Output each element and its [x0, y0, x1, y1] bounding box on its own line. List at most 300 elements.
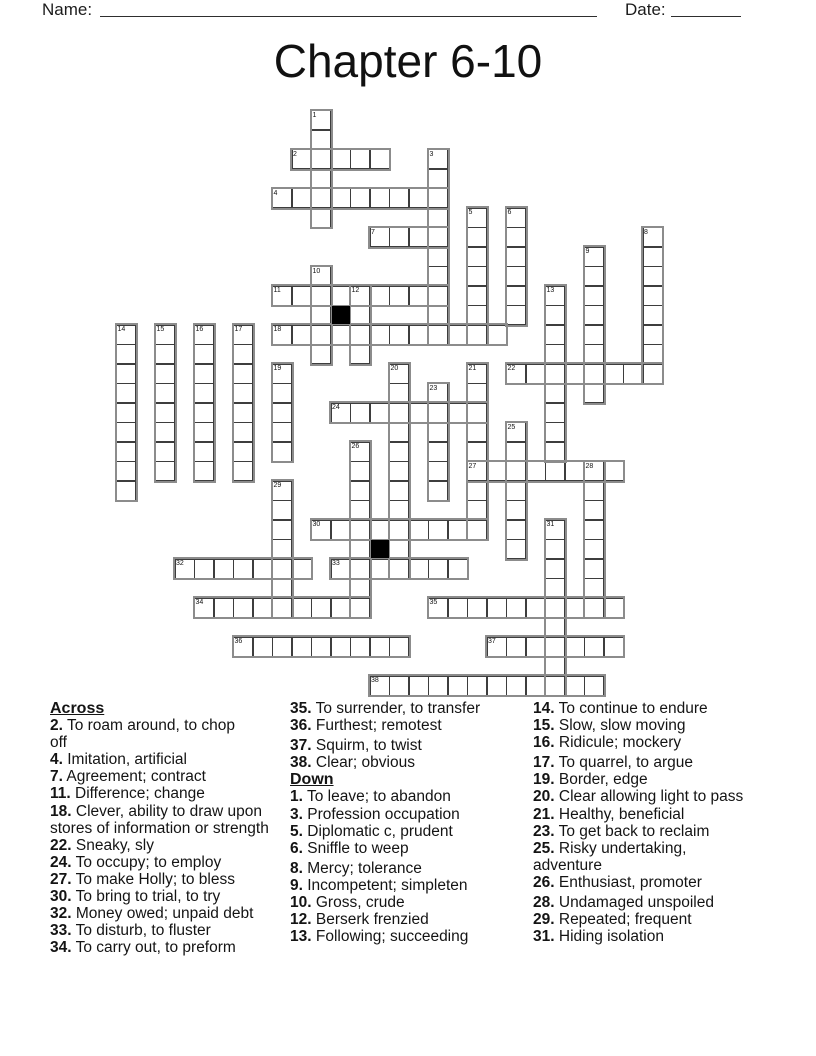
crossword-cell[interactable]: [272, 500, 292, 520]
crossword-cell[interactable]: [565, 364, 585, 384]
crossword-cell[interactable]: [233, 344, 253, 364]
clue-text: To surrender, to transfer: [311, 700, 481, 717]
crossword-cell[interactable]: [584, 578, 604, 598]
clue-text: To bring to trial, to try: [71, 888, 221, 906]
crossword-cell[interactable]: [389, 422, 409, 442]
crossword-cell[interactable]: [506, 227, 526, 247]
clue-number: 34.: [50, 939, 72, 957]
crossword-cell[interactable]: [584, 481, 604, 501]
crossword-cell[interactable]: [428, 208, 448, 228]
crossword-cell[interactable]: [311, 344, 331, 364]
crossword-cell[interactable]: [428, 676, 448, 696]
crossword-cell[interactable]: [389, 325, 409, 345]
crossword-cell[interactable]: [584, 266, 604, 286]
crossword-cell[interactable]: [350, 403, 370, 423]
clue-item: [290, 737, 534, 754]
crossword-cell[interactable]: [604, 598, 624, 618]
crossword-cell[interactable]: [565, 461, 585, 481]
clue-text: Money owed; unpaid debt: [71, 905, 254, 923]
crossword-cell[interactable]: [116, 344, 136, 364]
crossword-cell[interactable]: [584, 676, 604, 696]
crossword-cell[interactable]: [506, 286, 526, 306]
crossword-cell[interactable]: [389, 188, 409, 208]
crossword-cell[interactable]: [233, 442, 253, 462]
clue-number: 19.: [533, 771, 555, 789]
crossword-cell[interactable]: [331, 325, 351, 345]
cell-number: 15: [156, 326, 165, 333]
crossword-cell[interactable]: [428, 247, 448, 267]
crossword-cell[interactable]: [545, 344, 565, 364]
cell-number: 18: [273, 326, 282, 333]
crossword-cell[interactable]: [428, 305, 448, 325]
crossword-cell[interactable]: [389, 442, 409, 462]
crossword-cell[interactable]: [487, 676, 507, 696]
crossword-cell[interactable]: [311, 286, 331, 306]
page-title: Chapter 6-10: [273, 35, 543, 87]
crossword-black-cell: [371, 540, 389, 558]
crossword-cell[interactable]: [253, 637, 273, 657]
clue-number: 20.: [533, 788, 555, 806]
crossword-cell[interactable]: [643, 344, 663, 364]
cell-number: 21: [468, 365, 477, 372]
crossword-cell[interactable]: [292, 325, 312, 345]
crossword-cell[interactable]: [389, 481, 409, 501]
clue-number: 36.: [290, 717, 312, 735]
crossword-cell[interactable]: [467, 422, 487, 442]
crossword-cell[interactable]: [311, 325, 331, 345]
crossword-cell[interactable]: [370, 188, 390, 208]
date-fill-line[interactable]: [671, 16, 741, 17]
crossword-cell[interactable]: [311, 637, 331, 657]
clue-item: [533, 717, 807, 734]
crossword-cell[interactable]: [194, 422, 214, 442]
crossword-cell[interactable]: [467, 403, 487, 423]
crossword-cell[interactable]: [370, 325, 390, 345]
crossword-cell[interactable]: [487, 461, 507, 481]
crossword-cell[interactable]: [311, 598, 331, 618]
crossword-cell[interactable]: [467, 520, 487, 540]
crossword-cell[interactable]: [389, 539, 409, 559]
crossword-cell[interactable]: [350, 598, 370, 618]
clue-number: 24.: [50, 853, 72, 871]
crossword-cell[interactable]: [545, 559, 565, 579]
clue-text: To get back to reclaim: [554, 822, 710, 840]
crossword-cell[interactable]: [584, 364, 604, 384]
cell-number: 19: [273, 365, 282, 372]
crossword-cell[interactable]: [623, 364, 643, 384]
crossword-cell[interactable]: [428, 325, 448, 345]
clue-number: 26.: [533, 873, 555, 891]
crossword-cell[interactable]: [350, 344, 370, 364]
crossword-cell[interactable]: [350, 539, 370, 559]
crossword-cell[interactable]: [116, 364, 136, 384]
crossword-cell[interactable]: [506, 539, 526, 559]
clue-text: Squirm, to twist: [311, 737, 422, 755]
crossword-cell[interactable]: [545, 676, 565, 696]
clue-heading-down: Down: [290, 771, 334, 789]
crossword-cell[interactable]: [409, 559, 429, 579]
crossword-cell[interactable]: [389, 676, 409, 696]
crossword-cell[interactable]: [428, 520, 448, 540]
crossword-cell[interactable]: [506, 637, 526, 657]
crossword-cell[interactable]: [565, 598, 585, 618]
crossword-cell[interactable]: [155, 383, 175, 403]
crossword-cell[interactable]: [155, 442, 175, 462]
clue-text: Sneaky, sly: [71, 836, 154, 854]
crossword-cell[interactable]: [233, 559, 253, 579]
crossword-cell[interactable]: [116, 481, 136, 501]
crossword-cell[interactable]: [584, 383, 604, 403]
crossword-cell[interactable]: [292, 188, 312, 208]
crossword-cell[interactable]: [389, 383, 409, 403]
crossword-cell[interactable]: [545, 598, 565, 618]
crossword-cell[interactable]: [292, 598, 312, 618]
crossword-cell[interactable]: [584, 637, 604, 657]
crossword-cell[interactable]: [545, 461, 565, 481]
crossword-cell[interactable]: [584, 305, 604, 325]
crossword-cell[interactable]: [389, 286, 409, 306]
clue-item: [290, 840, 534, 857]
crossword-cell[interactable]: [584, 520, 604, 540]
crossword-cell[interactable]: [428, 169, 448, 189]
crossword-cell[interactable]: [526, 461, 546, 481]
crossword-cell[interactable]: [467, 325, 487, 345]
crossword-cell[interactable]: [194, 403, 214, 423]
crossword-cell[interactable]: [409, 520, 429, 540]
crossword-cell[interactable]: [506, 676, 526, 696]
crossword-cell[interactable]: [643, 266, 663, 286]
crossword-cell[interactable]: [194, 442, 214, 462]
crossword-cell[interactable]: [389, 403, 409, 423]
clue-text: Ridicule; mockery: [554, 734, 682, 752]
crossword-cell[interactable]: [428, 481, 448, 501]
clue-text: Difference; change: [70, 785, 205, 803]
crossword-cell[interactable]: [428, 286, 448, 306]
crossword-cell[interactable]: [370, 403, 390, 423]
crossword-cell[interactable]: [428, 461, 448, 481]
crossword-cell[interactable]: [350, 325, 370, 345]
crossword-cell[interactable]: [526, 364, 546, 384]
crossword-cell[interactable]: [506, 598, 526, 618]
crossword-cell[interactable]: [331, 188, 351, 208]
crossword-cell[interactable]: [253, 559, 273, 579]
clue-text: Gross, crude: [311, 894, 405, 912]
cell-number: 32: [176, 560, 184, 567]
crossword-cell[interactable]: [584, 598, 604, 618]
crossword-cell[interactable]: [233, 598, 253, 618]
crossword-cell[interactable]: [155, 461, 175, 481]
crossword-cell[interactable]: [311, 130, 331, 150]
crossword-cell[interactable]: [545, 383, 565, 403]
crossword-cell[interactable]: [487, 325, 507, 345]
crossword-cell[interactable]: [448, 559, 468, 579]
crossword-cell[interactable]: [448, 520, 468, 540]
crossword-cell[interactable]: [194, 461, 214, 481]
crossword-cell[interactable]: [311, 305, 331, 325]
crossword-cell[interactable]: [487, 598, 507, 618]
clue-number: 32.: [50, 905, 72, 923]
crossword-cell[interactable]: [604, 461, 624, 481]
clue-item: [290, 911, 534, 928]
crossword-cell[interactable]: [467, 383, 487, 403]
crossword-cell[interactable]: [545, 578, 565, 598]
crossword-cell[interactable]: [565, 637, 585, 657]
clue-item: [290, 788, 534, 805]
crossword-cell[interactable]: [545, 364, 565, 384]
crossword-cell[interactable]: [526, 637, 546, 657]
crossword-cell[interactable]: [311, 188, 331, 208]
crossword-cell[interactable]: [584, 559, 604, 579]
crossword-cell[interactable]: [643, 247, 663, 267]
clue-text: Slow, slow moving: [554, 717, 686, 735]
crossword-cell[interactable]: [272, 637, 292, 657]
cell-number: 5: [468, 209, 473, 216]
crossword-cell[interactable]: [272, 598, 292, 618]
crossword-cell[interactable]: [370, 559, 390, 579]
crossword-cell[interactable]: [604, 637, 624, 657]
crossword-cell[interactable]: [506, 500, 526, 520]
crossword-cell[interactable]: [233, 461, 253, 481]
crossword-cell[interactable]: [584, 344, 604, 364]
crossword-cell[interactable]: [506, 481, 526, 501]
crossword-cell[interactable]: [116, 383, 136, 403]
crossword-cell[interactable]: [506, 442, 526, 462]
crossword-cell[interactable]: [350, 520, 370, 540]
clue-item: [50, 939, 288, 956]
crossword-cell[interactable]: [467, 286, 487, 306]
crossword-cell[interactable]: [214, 559, 234, 579]
crossword-cell[interactable]: [409, 286, 429, 306]
clue-item: [290, 700, 534, 717]
crossword-cell[interactable]: [370, 286, 390, 306]
crossword-cell[interactable]: [370, 149, 390, 169]
clue-item: [290, 877, 534, 894]
crossword-cell[interactable]: [506, 520, 526, 540]
cell-number: 20: [390, 365, 399, 372]
crossword-cell[interactable]: [233, 422, 253, 442]
clue-item: [290, 894, 534, 911]
crossword-cell[interactable]: [350, 637, 370, 657]
crossword-cell[interactable]: [292, 559, 312, 579]
crossword-cell[interactable]: [194, 383, 214, 403]
clue-item: [290, 928, 534, 945]
crossword-cell[interactable]: [526, 598, 546, 618]
crossword-cell[interactable]: [116, 442, 136, 462]
crossword-cell[interactable]: [545, 325, 565, 345]
crossword-cell[interactable]: [350, 188, 370, 208]
cell-number: 29: [273, 482, 282, 489]
crossword-cell[interactable]: [331, 286, 351, 306]
crossword-cell[interactable]: [331, 520, 351, 540]
cell-number: 34: [195, 599, 204, 606]
crossword-cell[interactable]: [643, 305, 663, 325]
clue-text: Enthusiast, promoter: [554, 873, 702, 891]
crossword-cell[interactable]: [428, 227, 448, 247]
clue-text: stores of information or strength: [50, 819, 269, 837]
crossword-cell[interactable]: [545, 305, 565, 325]
clue-number: 18.: [50, 802, 72, 820]
crossword-cell[interactable]: [467, 266, 487, 286]
crossword-cell[interactable]: [584, 539, 604, 559]
crossword-cell[interactable]: [428, 188, 448, 208]
crossword-cell[interactable]: [311, 169, 331, 189]
cell-number: 22: [507, 365, 516, 372]
crossword-cell[interactable]: [194, 364, 214, 384]
crossword-cell[interactable]: [311, 208, 331, 228]
crossword-cell[interactable]: [467, 247, 487, 267]
crossword-cell[interactable]: [272, 578, 292, 598]
crossword-cell[interactable]: [155, 344, 175, 364]
cell-number: 35: [429, 599, 438, 606]
crossword-cell[interactable]: [272, 422, 292, 442]
crossword-cell[interactable]: [409, 188, 429, 208]
cell-number: 14: [117, 326, 126, 333]
name-fill-line[interactable]: [100, 16, 597, 17]
crossword-cell[interactable]: [272, 442, 292, 462]
cell-number: 38: [371, 677, 379, 684]
crossword-cell[interactable]: [428, 559, 448, 579]
crossword-cell[interactable]: [545, 403, 565, 423]
crossword-cell[interactable]: [292, 286, 312, 306]
clue-text: Undamaged unspoiled: [554, 894, 714, 912]
crossword-cell[interactable]: [253, 598, 273, 618]
crossword-cell[interactable]: [233, 383, 253, 403]
crossword-cell[interactable]: [467, 500, 487, 520]
crossword-cell[interactable]: [292, 637, 312, 657]
crossword-cell[interactable]: [350, 559, 370, 579]
clue-item: [533, 788, 807, 805]
crossword-cell[interactable]: [116, 461, 136, 481]
crossword-cell[interactable]: [389, 637, 409, 657]
crossword-cell[interactable]: [350, 500, 370, 520]
clue-number: 1.: [290, 788, 303, 806]
crossword-cell[interactable]: [331, 598, 351, 618]
crossword-cell[interactable]: [545, 442, 565, 462]
crossword-cell[interactable]: [448, 403, 468, 423]
crossword-cell[interactable]: [350, 305, 370, 325]
crossword-cell[interactable]: [233, 364, 253, 384]
crossword-cell[interactable]: [194, 559, 214, 579]
crossword-cell[interactable]: [643, 286, 663, 306]
crossword-cell[interactable]: [272, 539, 292, 559]
crossword-cell[interactable]: [506, 305, 526, 325]
clue-text: To disturb, to fluster: [71, 922, 211, 940]
crossword-cell[interactable]: [389, 500, 409, 520]
clue-item: [50, 717, 288, 751]
clue-item: [50, 803, 288, 837]
crossword-cell[interactable]: [272, 403, 292, 423]
clue-item: [290, 806, 534, 823]
clue-number: 16.: [533, 734, 555, 752]
crossword-cell[interactable]: [350, 481, 370, 501]
crossword-cell[interactable]: [409, 325, 429, 345]
crossword-cell[interactable]: [409, 676, 429, 696]
clue-number: 12.: [290, 911, 312, 929]
crossword-cell[interactable]: [448, 598, 468, 618]
cell-number: 3: [429, 150, 434, 158]
crossword-cell[interactable]: [448, 676, 468, 696]
crossword-cell[interactable]: [272, 383, 292, 403]
crossword-cell[interactable]: [545, 539, 565, 559]
crossword-cell[interactable]: [389, 227, 409, 247]
crossword-cell[interactable]: [545, 637, 565, 657]
crossword-cell[interactable]: [331, 149, 351, 169]
crossword-cell[interactable]: [643, 325, 663, 345]
crossword-cell[interactable]: [370, 637, 390, 657]
clue-text: Clear allowing light to pass: [554, 788, 744, 806]
crossword-cell[interactable]: [643, 364, 663, 384]
crossword-cell[interactable]: [428, 403, 448, 423]
crossword-cell[interactable]: [370, 520, 390, 540]
crossword-cell[interactable]: [506, 247, 526, 267]
crossword-cell[interactable]: [331, 637, 351, 657]
clue-text: Incompetent; simpleten: [302, 876, 468, 894]
clue-heading-across: Across: [50, 700, 105, 717]
crossword-cell[interactable]: [272, 520, 292, 540]
crossword-cell[interactable]: [506, 461, 526, 481]
crossword-cell[interactable]: [467, 598, 487, 618]
crossword-cell[interactable]: [467, 442, 487, 462]
cell-number: 10: [312, 267, 321, 275]
crossword-cell[interactable]: [467, 481, 487, 501]
crossword-cell[interactable]: [409, 403, 429, 423]
crossword-cell[interactable]: [428, 422, 448, 442]
crossword-cell[interactable]: [506, 266, 526, 286]
crossword-cell[interactable]: [155, 403, 175, 423]
clue-number: 6.: [290, 839, 303, 857]
crossword-cell[interactable]: [233, 403, 253, 423]
crossword-cell[interactable]: [350, 149, 370, 169]
crossword-cell[interactable]: [467, 227, 487, 247]
crossword-cell[interactable]: [194, 344, 214, 364]
crossword-cell[interactable]: [116, 422, 136, 442]
crossword-cell[interactable]: [214, 598, 234, 618]
cell-number: 27: [468, 462, 477, 470]
crossword-cell[interactable]: [311, 149, 331, 169]
cell-number: 16: [195, 326, 204, 333]
crossword-cell[interactable]: [604, 364, 624, 384]
crossword-cell[interactable]: [545, 656, 565, 676]
crossword-cell[interactable]: [428, 442, 448, 462]
crossword-cell[interactable]: [350, 461, 370, 481]
crossword-cell[interactable]: [584, 325, 604, 345]
clue-text: To make Holly; to bless: [71, 870, 235, 888]
crossword-cell[interactable]: [155, 364, 175, 384]
crossword-cell[interactable]: [584, 500, 604, 520]
crossword-cell[interactable]: [389, 461, 409, 481]
crossword-cell[interactable]: [116, 403, 136, 423]
clue-text: Furthest; remotest: [311, 717, 442, 735]
crossword-cell[interactable]: [389, 520, 409, 540]
crossword-cell[interactable]: [467, 305, 487, 325]
clue-number: 27.: [50, 870, 72, 888]
crossword-cell[interactable]: [272, 559, 292, 579]
crossword-cell[interactable]: [584, 286, 604, 306]
crossword-cell[interactable]: [409, 227, 429, 247]
crossword-cell[interactable]: [389, 559, 409, 579]
crossword-cell[interactable]: [545, 617, 565, 637]
crossword-cell[interactable]: [350, 578, 370, 598]
crossword-cell[interactable]: [155, 422, 175, 442]
cell-number: 26: [351, 443, 360, 450]
cell-number: 36: [234, 638, 243, 645]
crossword-cell[interactable]: [565, 676, 585, 696]
crossword-cell[interactable]: [428, 266, 448, 286]
crossword-cell[interactable]: [526, 676, 546, 696]
crossword-cell[interactable]: [448, 325, 468, 345]
crossword-cell[interactable]: [545, 422, 565, 442]
crossword-cell[interactable]: [467, 676, 487, 696]
